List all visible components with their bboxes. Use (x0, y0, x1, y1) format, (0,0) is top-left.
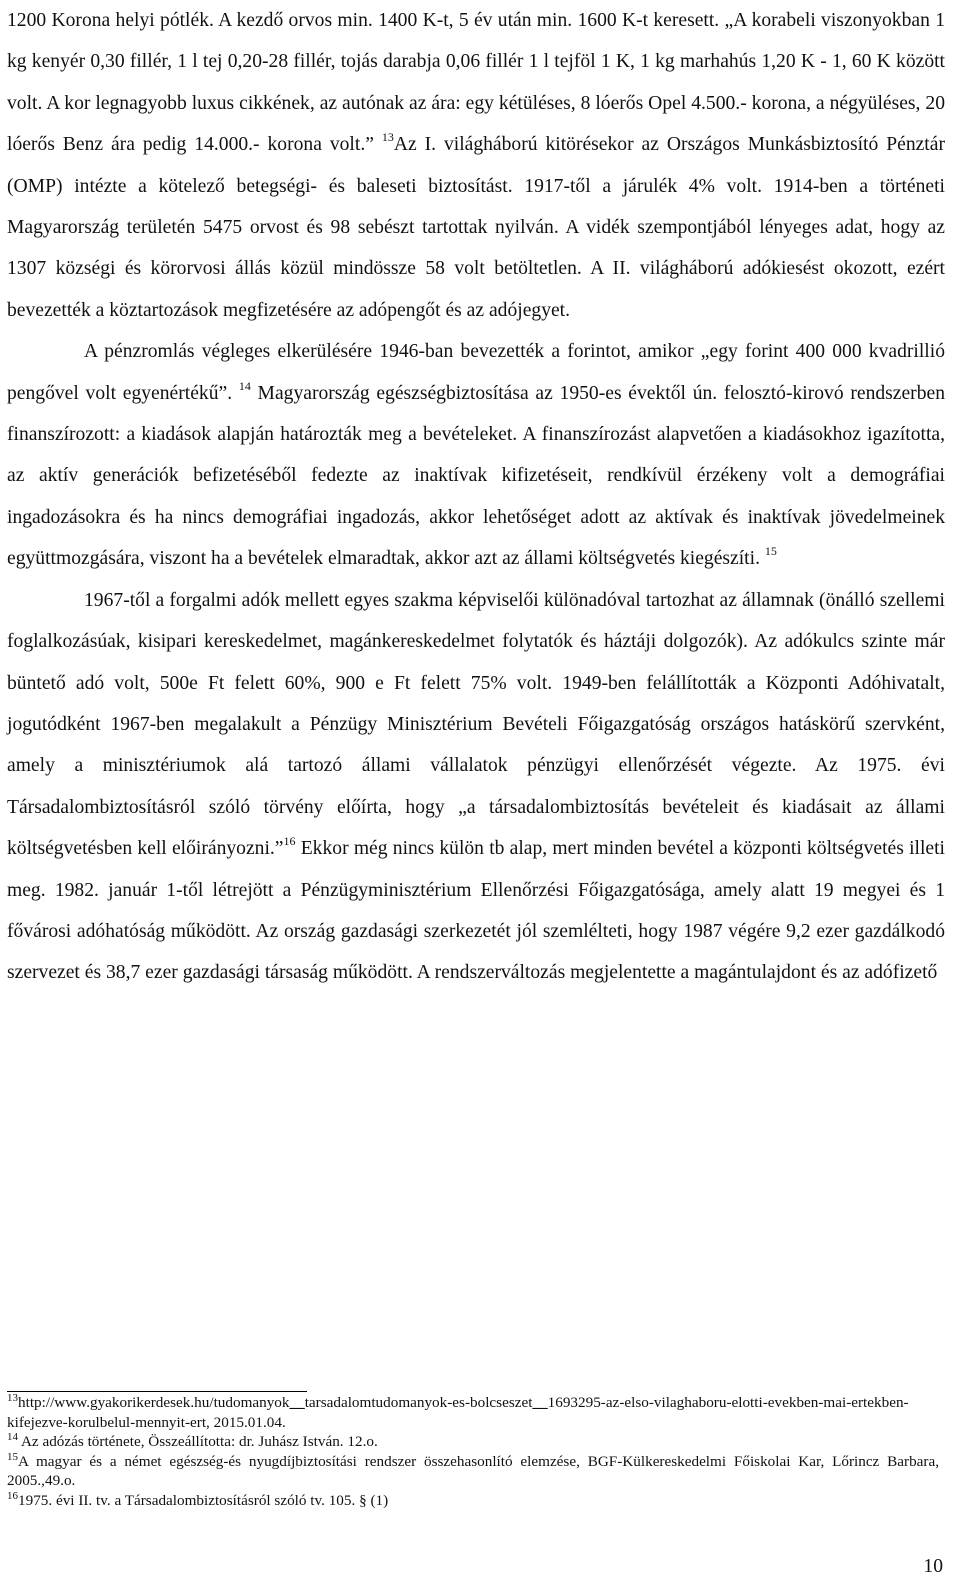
footnote-ref: 15 (7, 1450, 18, 1463)
body-text (7, 0, 945, 994)
text-run: Magyarország egészségbiztosítása az 1950-es évektől ún. felosztó-kirovó rendszerben finanszírozott: a kiadások alapján határozták meg a bevételeket. A finanszírozást alapvetően a kiadásokhoz igazította, az aktív generációk befizetéséből fedezte az inaktívak kifizetéseit, rendkívül érzékeny volt a demográfiai ingadozásokra és ha nincs demográfiai ingadozás, akkor lehetőséget adott az aktívak és inaktívak jövedelmeinek együttmozgására, viszont ha a bevételek elmaradtak, akkor azt az állami költségvetés kiegészíti. (7, 382, 945, 570)
text-run: 1975. évi II. tv. a Társadalombiztosításról szóló tv. 105. § (1) (18, 1491, 389, 1509)
text-run: 1200 Korona helyi pótlék. A kezdő orvos min. 1400 K-t, 5 év után min. 1600 K-t keresett. „A korabeli viszonyokban 1 kg kenyér 0,30 fillér, 1 l tej 0,20-28 fillér, tojás darabja 0,06 fillér 1 l tejföl 1 K, 1 kg marhahús 1,20 K - 1, 60 K között volt. A kor legnagyobb luxus cikkének, az autónak az ára: egy kétüléses, 8 lóerős Opel 4.500.- korona, a négyüléses, 20 lóerős Benz ára pedig 14.000.- korona volt.” (7, 10, 945, 156)
text-run: Az adózás története, Összeállította: dr. Juhász István. 12.o. (18, 1433, 378, 1451)
text-run: A pénzromlás végleges elkerülésére 1946-ban bevezették a forintot, amikor „egy forint 400 000 kvadrillió pengővel volt egyenértékű”. (7, 341, 945, 404)
footnotes (7, 1393, 939, 1511)
footnote-ref: 14 (7, 1431, 18, 1444)
footnote (7, 1452, 939, 1491)
underlined-text: __ (532, 1394, 548, 1411)
text-run: http://www.gyakorikerdesek.hu/tudomanyok (18, 1394, 290, 1411)
footnote-ref: 13 (381, 130, 394, 145)
document-page (7, 0, 945, 994)
underlined-text: __ (289, 1394, 305, 1411)
footnote-ref: 15 (764, 544, 777, 559)
text-run: 1967-től a forgalmi adók mellett egyes szakma képviselői különadóval tartozhat az államnak (önálló szellemi foglalkozásúak, kisipari kereskedelmet, magánkereskedelmet folytatók és háztáji dolgozók). Az adókulcs szinte már büntető adó volt, 500e Ft felett 60%, 900 e Ft felett 75% volt. 1949-ben felállították a Központi Adóhivatalt, jogutódként 1967-ben megalakult a Pénzügy Minisztérium Bevételi Főigazgatóság országos hatáskörű szervként, amely a minisztériumok alá tartozó állami vállalatok pénzügyi ellenőrzését végezte. Az 1975. évi Társadalombiztosításról szóló törvény előírta, hogy „a társadalombiztosítás bevételeit és kiadásait az állami költségvetésben kell előirányozni.” (7, 589, 945, 860)
paragraph (7, 0, 945, 331)
page-number: 10 (923, 1556, 943, 1577)
footnote-separator (7, 1391, 307, 1392)
footnote (7, 1393, 939, 1432)
footnote-ref: 16 (7, 1489, 18, 1502)
footnote-ref: 16 (283, 834, 296, 849)
paragraph (7, 331, 945, 579)
text-run: 1693295-az-elso-vilaghaboru-elotti-evekben-mai-ertekben-kifejezve-korulbelul-mennyit-ert, 2015.01.04. (7, 1394, 909, 1431)
paragraph (7, 580, 945, 994)
footnote-ref: 13 (7, 1392, 18, 1404)
text-run: A magyar és a német egészség-és nyugdíjbiztosítási rendszer összehasonlító elemzése, BGF-Külkereskedelmi Főiskolai Kar, Lőrincz Barbara, 2005.,49.o. (7, 1452, 939, 1490)
footnote (7, 1432, 939, 1452)
text-run: Az I. világháború kitörésekor az Országos Munkásbiztosító Pénztár (OMP) intézte a kötelező betegségi- és baleseti biztosítást. 1917-től a járulék 4% volt. 1914-ben a történeti Magyarország területén 5475 orvost és 98 sebészt tartottak nyilván. A vidék szempontjából lényeges adat, hogy az 1307 községi és körorvosi állás közül mindössze 58 volt betöltetlen. A II. világháború adókiesést okozott, ezért bevezették a köztartozások megfizetésére az adópengőt és az adójegyet. (7, 134, 945, 321)
text-run: Ekkor még nincs külön tb alap, mert minden bevétel a központi költségvetés illeti meg. 1982. január 1-től létrejött a Pénzügyminisztérium Ellenőrzési Főigazgatósága, amely alatt 19 megyei és 1 fővárosi adóhatóság működött. Az ország gazdasági szerkezetét jól szemlélteti, hogy 1987 végére 9,2 ezer gazdálkodó szervezet és 38,7 ezer gazdasági társaság működött. A rendszerváltozás megjelentette a magántulajdont és az adófizető (7, 838, 945, 984)
footnote (7, 1491, 939, 1511)
text-run: tarsadalomtudomanyok-es-bolcseszet (304, 1394, 533, 1411)
footnote-ref: 14 (238, 378, 251, 393)
